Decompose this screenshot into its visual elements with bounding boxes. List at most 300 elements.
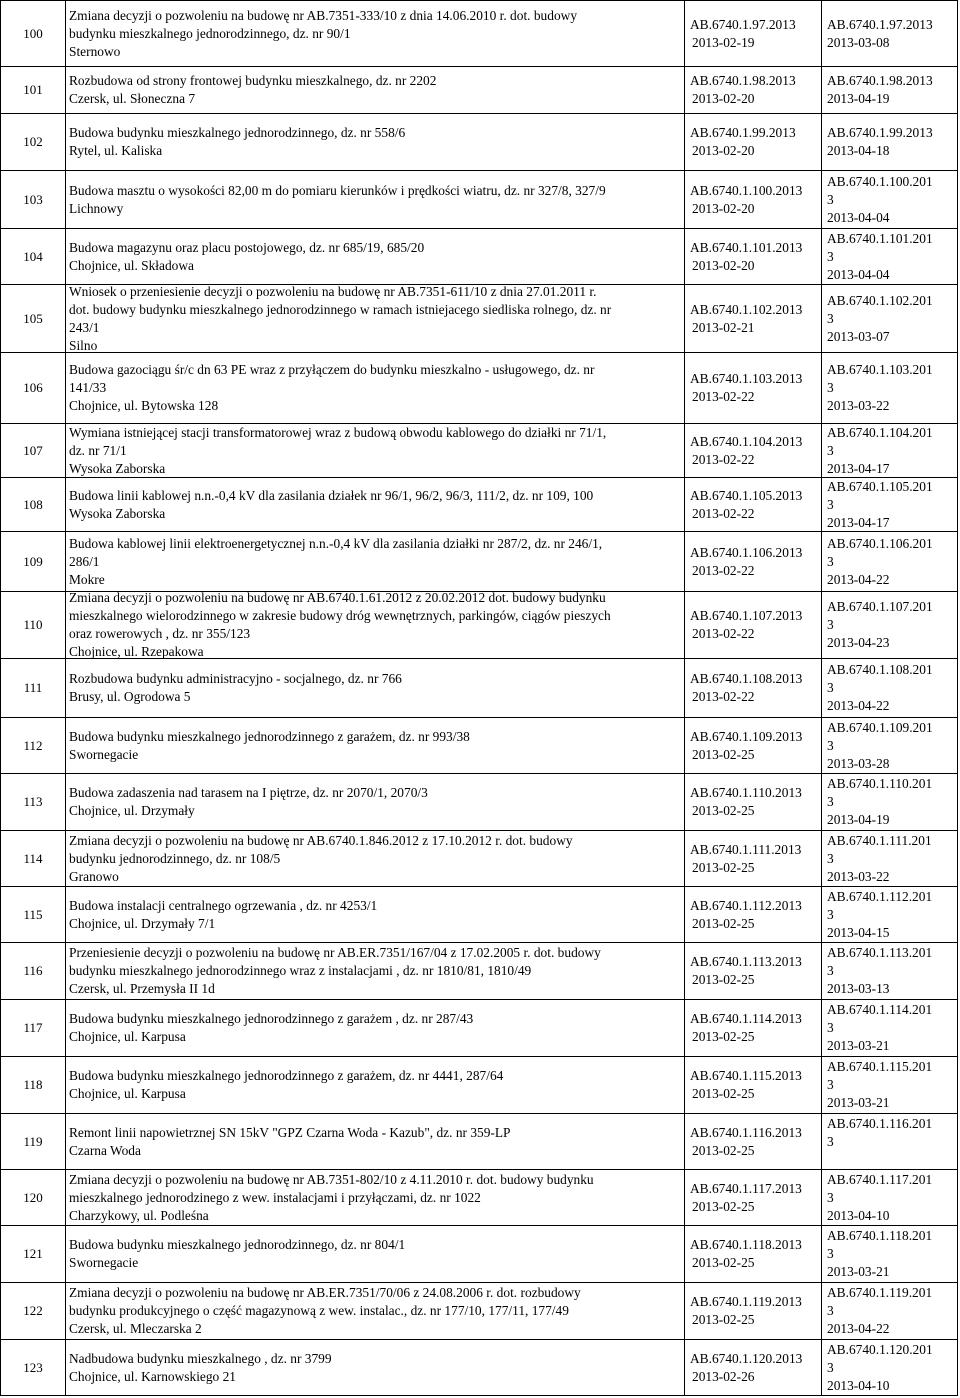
application-date: 2013-02-22 [692,626,755,641]
decision-line: AB.6740.1.117.201 [827,1171,933,1187]
row-number: 115 [23,906,43,922]
application-number: AB.6740.1.108.2013 [690,671,803,686]
decision-cell [822,171,958,229]
description-line: dot. budowy budynku mieszkalnego jednorodzinnego w ramach istniejacego siedliska rolnego, dz. nr [69,301,612,317]
row-number: 105 [23,310,43,326]
description-cell [66,285,685,353]
application-cell [685,1057,822,1114]
row-number-cell [0,1057,66,1114]
application-ref [690,124,819,160]
row-number: 104 [23,248,43,264]
decision-cell [822,1283,958,1340]
decision-cell [822,1114,958,1170]
decision-line: 2013-04-22 [827,698,890,713]
description-line: Budowa kablowej linii elektroenergetycznej n.n.-0,4 kV dla zasilania działki nr 287/2, dz. nr 246/1, [69,535,603,551]
decision-line: AB.6740.1.110.201 [827,776,933,791]
decision-ref [827,1171,955,1225]
table-row [0,887,960,943]
description-line: Chojnice, ul. Drzymały [69,803,195,818]
application-date: 2013-02-25 [692,972,755,987]
description-line: oraz rowerowych , dz. nr 355/123 [69,626,251,641]
application-cell [685,1226,822,1283]
description-line: Sternowo [69,43,121,59]
decision-cell [822,592,958,659]
description-cell [66,831,685,887]
decision-ref [827,173,955,227]
table-row [0,774,960,831]
row-number-cell [0,353,66,424]
application-date: 2013-02-19 [692,34,755,50]
application-date: 2013-02-22 [692,562,755,578]
row-number-cell [0,887,66,943]
application-ref [690,784,819,820]
row-number-cell [0,1226,66,1283]
application-number: AB.6740.1.119.2013 [690,1294,802,1309]
decision-line: 3 [827,1077,834,1092]
application-ref [690,1293,819,1329]
application-date: 2013-02-25 [692,1142,755,1158]
description-line: Wysoka Zaborska [69,460,166,476]
decision-ref [827,1058,955,1112]
application-date: 2013-02-25 [692,1086,755,1101]
table-row [0,0,960,67]
description-line: Wymiana istniejącej stacji transformatorowej wraz z budową obwodu kablowego do działki nr 71/1, [69,424,607,440]
table-row [0,1000,960,1057]
application-date: 2013-02-25 [692,859,755,875]
description-cell [66,353,685,424]
decision-cell [822,1000,958,1057]
description-line: Budowa budynku mieszkalnego jednorodzinnego, dz. nr 558/6 [69,125,406,140]
row-number-cell [0,774,66,831]
decision-line: 2013-03-21 [827,1038,890,1053]
application-number: AB.6740.1.118.2013 [690,1237,802,1252]
application-ref [690,433,819,469]
description-line: Czersk, ul. Mleczarska 2 [69,1321,202,1336]
application-ref [690,182,819,218]
application-number: AB.6740.1.110.2013 [690,785,802,800]
description-text [69,283,680,355]
description-text [69,944,680,998]
table-row [0,1226,960,1283]
description-line: Budowa magazynu oraz placu postojowego, dz. nr 685/19, 685/20 [69,239,425,255]
description-line: Wniosek o przeniesienie decyzji o pozwoleniu na budowę nr AB.7351-611/10 z dnia 27.01.2011 r. [69,283,597,299]
decision-line: 2013-04-04 [827,209,890,225]
description-line: Swornegacie [69,746,139,762]
table-row [0,718,960,774]
decision-line: 3 [827,906,834,922]
decision-ref [827,1341,955,1395]
decision-cell [822,831,958,887]
decision-cell [822,353,958,424]
decision-line: AB.6740.1.118.201 [827,1228,933,1243]
description-line: mieszkalnego jednorodzinego z wew. instalacjami i przyłączami, dz. nr 1022 [69,1189,481,1205]
decision-line: AB.6740.1.105.201 [827,478,933,494]
decision-line: 3 [827,442,834,458]
decision-ref [827,478,955,532]
row-number-cell [0,285,66,353]
decision-line: AB.6740.1.100.201 [827,173,933,189]
decision-line: AB.6740.1.115.201 [827,1059,933,1074]
description-cell [66,532,685,592]
application-number: AB.6740.1.117.2013 [690,1180,802,1196]
decision-line: 3 [827,1246,834,1261]
decision-line: 2013-04-19 [827,90,890,106]
application-number: AB.6740.1.112.2013 [690,897,802,913]
decision-ref [827,661,955,715]
application-ref [690,841,819,877]
description-line: 286/1 [69,553,100,569]
application-cell [685,532,822,592]
description-cell [66,887,685,943]
decision-ref [827,16,955,52]
description-line: budynku mieszkalnego jednorodzinnego wraz z instalacjami , dz. nr 1810/81, 1810/49 [69,963,532,978]
decision-ref [827,361,955,415]
decision-cell [822,478,958,532]
row-number: 114 [23,850,43,866]
application-cell [685,114,822,171]
description-cell [66,424,685,478]
description-line: Chojnice, ul. Karpusa [69,1086,186,1101]
description-text [69,897,680,933]
description-cell [66,0,685,67]
decision-cell [822,66,958,114]
decision-line: 2013-04-10 [827,1207,890,1223]
description-cell [66,718,685,774]
decision-cell [822,1340,958,1396]
application-number: AB.6740.1.99.2013 [690,125,796,140]
application-cell [685,592,822,659]
decision-ref [827,230,955,284]
description-cell [66,1226,685,1283]
application-number: AB.6740.1.115.2013 [690,1068,802,1083]
application-cell [685,1340,822,1396]
description-line: Brusy, ul. Ogrodowa 5 [69,689,191,704]
description-line: Budowa linii kablowej n.n.-0,4 kV dla zasilania działek nr 96/1, 96/2, 96/3, 111/2, dz. nr 109, 100 [69,487,594,503]
row-number: 112 [23,737,43,753]
decision-line: 3 [827,1359,834,1375]
row-number: 111 [23,680,43,695]
table-row [0,424,960,478]
row-number: 119 [23,1133,43,1149]
decision-line: 2013-04-17 [827,514,890,530]
row-number-cell [0,1170,66,1226]
decision-line: 3 [827,794,834,809]
description-cell [66,478,685,532]
description-cell [66,114,685,171]
description-line: Budowa budynku mieszkalnego jednorodzinnego z garażem , dz. nr 287/43 [69,1011,474,1026]
row-number: 108 [23,496,43,512]
application-ref [690,670,819,706]
description-line: Czarna Woda [69,1142,141,1158]
description-line: 243/1 [69,319,100,335]
table-row [0,831,960,887]
decision-cell [822,1057,958,1114]
table-row [0,478,960,532]
description-text [69,361,680,415]
decision-line: 3 [827,850,834,866]
application-number: AB.6740.1.120.2013 [690,1350,803,1366]
description-line: Mokre [69,571,105,587]
decision-line: 3 [827,380,834,395]
table-row [0,943,960,1000]
application-ref [690,544,819,580]
row-number: 106 [23,380,43,395]
description-line: budynku produkcyjnego o część magazynową z wew. instalac., dz. nr 177/10, 177/11, 177/49 [69,1303,569,1318]
decision-cell [822,943,958,1000]
description-text [69,1236,680,1272]
application-cell [685,171,822,229]
application-cell [685,424,822,478]
decision-line [827,1151,955,1169]
application-date: 2013-02-26 [692,1368,755,1384]
application-cell [685,774,822,831]
decision-ref [827,719,955,773]
decision-line: AB.6740.1.104.201 [827,424,933,440]
decision-cell [822,424,958,478]
decision-line: 2013-03-21 [827,1264,890,1279]
decision-line: 2013-03-22 [827,868,890,884]
table-row [0,66,960,114]
decision-cell [822,1170,958,1226]
row-number-cell [0,114,66,171]
decision-line: 3 [827,1020,834,1035]
row-number: 109 [23,553,43,569]
row-number: 110 [23,617,43,632]
description-line: Przeniesienie decyzji o pozwoleniu na budowę nr AB.ER.7351/167/04 z 17.02.2005 r. dot. budowy [69,945,601,960]
application-cell [685,1283,822,1340]
description-line: Chojnice, ul. Karpusa [69,1029,186,1044]
application-cell [685,66,822,114]
description-line: Silno [69,337,98,353]
table-row [0,1340,960,1396]
description-line: Zmiana decyzji o pozwoleniu na budowę nr AB.ER.7351/70/06 z 24.08.2006 r. dot. rozbudowy [69,1285,581,1300]
decision-ref [827,832,955,886]
decision-line: 2013-03-13 [827,981,890,996]
application-ref [690,370,819,406]
decision-ref [827,1001,955,1055]
description-text [69,1171,680,1225]
application-number: AB.6740.1.114.2013 [690,1011,802,1026]
application-cell [685,285,822,353]
description-line: Budowa budynku mieszkalnego jednorodzinnego z garażem, dz. nr 993/38 [69,728,470,744]
table-row [0,659,960,718]
row-number-cell [0,718,66,774]
description-cell [66,171,685,229]
decision-line: AB.6740.1.109.201 [827,719,933,735]
application-ref [690,953,819,989]
decision-cell [822,285,958,353]
description-line: Chojnice, ul. Drzymały 7/1 [69,915,216,931]
application-cell [685,1114,822,1170]
description-line: Budowa gazociągu śr/c dn 63 PE wraz z przyłączem do budynku mieszkalno - usługowego, dz. nr [69,362,595,377]
description-text [69,1124,680,1160]
description-line: budynku mieszkalnego jednorodzinnego, dz. nr 90/1 [69,25,351,41]
row-number-cell [0,592,66,659]
description-line: Chojnice, ul. Rzepakowa [69,644,204,659]
application-ref [690,16,819,52]
decision-line: 2013-03-21 [827,1095,890,1110]
table-row [0,229,960,285]
application-number: AB.6740.1.116.2013 [690,1124,802,1140]
decision-line: 2013-04-23 [827,635,890,650]
application-number: AB.6740.1.113.2013 [690,954,802,969]
row-number: 122 [23,1303,43,1318]
row-number: 101 [23,81,43,97]
description-cell [66,1283,685,1340]
decision-line: 2013-04-15 [827,924,890,940]
row-number: 121 [23,1246,43,1261]
decision-line: 3 [827,310,834,326]
row-number-cell [0,1000,66,1057]
decision-line: 3 [827,1189,834,1205]
description-line: dz. nr 71/1 [69,442,127,458]
row-number: 102 [23,134,43,149]
description-text [69,124,680,160]
description-text [69,424,680,478]
decision-line: AB.6740.1.99.2013 [827,125,933,140]
decision-line: 2013-04-04 [827,266,890,282]
application-number: AB.6740.1.109.2013 [690,728,803,744]
description-line: Budowa masztu o wysokości 82,00 m do pomiaru kierunków i prędkości wiatru, dz. nr 327/8, 327/9 [69,182,606,198]
table-row [0,114,960,171]
row-number-cell [0,831,66,887]
row-number-cell [0,659,66,718]
description-line: Chojnice, ul. Bytowska 128 [69,398,219,413]
decision-cell [822,532,958,592]
application-date: 2013-02-25 [692,746,755,762]
application-ref [690,1180,819,1216]
decision-ref [827,888,955,942]
application-ref [690,239,819,275]
description-line: Granowo [69,868,119,884]
description-line: Rozbudowa od strony frontowej budynku mieszkalnego, dz. nr 2202 [69,72,437,88]
description-cell [66,1000,685,1057]
row-number-cell [0,532,66,592]
application-date: 2013-02-22 [692,389,755,404]
description-text [69,182,680,218]
decision-cell [822,718,958,774]
description-line: Zmiana decyzji o pozwoleniu na budowę nr AB.6740.1.846.2012 z 17.10.2012 r. dot. budowy [69,832,573,848]
decision-line: 3 [827,248,834,264]
decision-line: AB.6740.1.101.201 [827,230,933,246]
decision-line: 3 [827,191,834,207]
table-row [0,285,960,353]
description-line: Czersk, ul. Przemysła II 1d [69,981,215,996]
application-cell [685,229,822,285]
row-number-cell [0,66,66,114]
table-row [0,353,960,424]
decision-line: AB.6740.1.98.2013 [827,72,933,88]
row-number: 103 [23,191,43,207]
application-cell [685,943,822,1000]
row-number-cell [0,1114,66,1170]
application-cell [685,478,822,532]
row-number: 116 [23,963,43,978]
application-cell [685,1170,822,1226]
application-ref [690,1236,819,1272]
decision-line: AB.6740.1.120.201 [827,1341,933,1357]
application-ref [690,607,819,643]
row-number-cell [0,171,66,229]
description-text [69,1284,680,1338]
decision-line: 2013-04-18 [827,143,890,158]
row-number: 100 [23,25,43,41]
decision-line: AB.6740.1.106.201 [827,535,933,551]
row-number-cell [0,1283,66,1340]
application-date: 2013-02-20 [692,90,755,106]
description-line: Zmiana decyzji o pozwoleniu na budowę nr AB.7351-333/10 z dnia 14.06.2010 r. dot. budowy [69,7,578,23]
row-number: 117 [23,1020,43,1035]
decision-line: 2013-03-28 [827,755,890,771]
description-line: Rytel, ul. Kaliska [69,143,163,158]
decision-cell [822,114,958,171]
description-line: Rozbudowa budynku administracyjno - socjalnego, dz. nr 766 [69,671,402,686]
application-number: AB.6740.1.106.2013 [690,544,803,560]
row-number-cell [0,229,66,285]
row-number: 123 [23,1359,43,1375]
decision-ref [827,1115,955,1169]
description-line: Chojnice, ul. Karnowskiego 21 [69,1368,236,1384]
description-cell [66,592,685,659]
application-number: AB.6740.1.111.2013 [690,841,802,857]
decision-line: AB.6740.1.107.201 [827,599,933,614]
decision-line: AB.6740.1.108.201 [827,662,933,677]
application-date: 2013-02-22 [692,505,755,521]
decision-cell [822,1226,958,1283]
application-number: AB.6740.1.102.2013 [690,301,803,317]
application-cell [685,718,822,774]
decision-line: 2013-03-07 [827,328,890,344]
application-cell [685,659,822,718]
decision-line: AB.6740.1.102.201 [827,292,933,308]
description-text [69,784,680,820]
decision-line: 3 [827,737,834,753]
table-row [0,1057,960,1114]
description-line: Swornegacie [69,1255,139,1270]
table-row [0,1170,960,1226]
application-number: AB.6740.1.101.2013 [690,239,803,255]
application-date: 2013-02-21 [692,319,755,335]
table-row [0,592,960,659]
description-cell [66,943,685,1000]
decision-line: 2013-04-22 [827,1321,890,1336]
application-date: 2013-02-22 [692,451,755,467]
description-cell [66,1114,685,1170]
decision-line: 2013-04-19 [827,812,890,827]
row-number-cell [0,0,66,67]
application-number: AB.6740.1.97.2013 [690,16,796,32]
application-number: AB.6740.1.103.2013 [690,371,803,386]
row-number: 120 [23,1189,43,1205]
description-text [69,1067,680,1103]
decision-ref [827,535,955,589]
application-ref [690,301,819,337]
application-number: AB.6740.1.107.2013 [690,608,803,623]
description-line: mieszkalnego wielorodzinnego w zakresie budowy dróg wewnętrznych, parkingów, ciągów pieszych [69,608,611,623]
description-text [69,239,680,275]
description-text [69,1010,680,1046]
description-line: Budowa instalacji centralnego ogrzewania , dz. nr 4253/1 [69,897,378,913]
table-row [0,1283,960,1340]
decision-line: 2013-04-22 [827,571,890,587]
decision-line: 3 [827,963,834,978]
decision-line: AB.6740.1.119.201 [827,1285,933,1300]
description-line: Budowa budynku mieszkalnego jednorodzinnego z garażem, dz. nr 4441, 287/64 [69,1068,504,1083]
table-row [0,1114,960,1170]
application-ref [690,1124,819,1160]
description-text [69,72,680,108]
decision-line: AB.6740.1.113.201 [827,945,933,960]
